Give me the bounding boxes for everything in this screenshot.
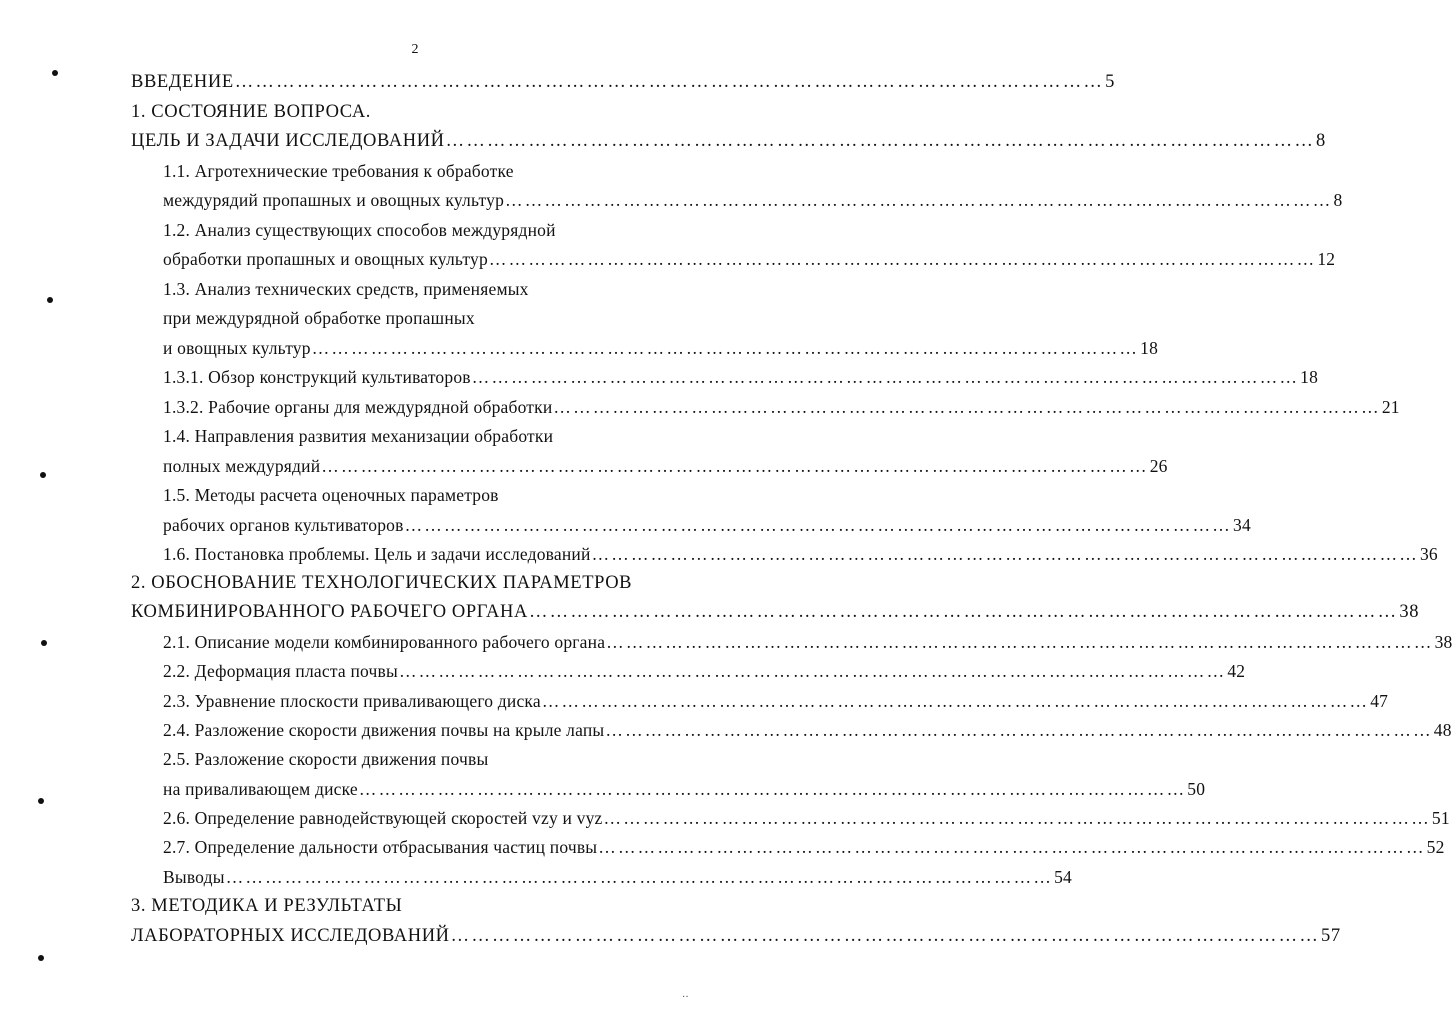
toc-chapter-heading: 2. ОБОСНОВАНИЕ ТЕХНОЛОГИЧЕСКИХ ПАРАМЕТРОВ <box>131 573 633 593</box>
toc-entry-page: 51 <box>1431 808 1450 828</box>
dot-leader: ……………………………………………………………………………………………………………… <box>450 926 1321 946</box>
toc-entry-page: 18 <box>1300 367 1319 387</box>
toc-entry-page: 48 <box>1433 720 1452 740</box>
toc-entry-page: 54 <box>1054 867 1072 887</box>
dot-leader: ……………………………………………………………………………………………………………… <box>606 632 1434 652</box>
toc-entry-title: 2.4. Разложение скорости движения почвы на крыле лапы <box>163 720 605 740</box>
dot-leader: ……………………………………………………………………………………………………………… <box>234 72 1105 92</box>
toc-entry-title: КОМБИНИРОВАННОГО РАБОЧЕГО ОРГАНА <box>131 602 528 622</box>
dot-leader: ……………………………………………………………………………………………………………… <box>471 367 1300 387</box>
toc-entry-1-2[interactable] <box>163 248 1336 270</box>
margin-dot <box>52 70 58 76</box>
dot-leader: ……………………………………………………………………………………………………………… <box>311 338 1140 358</box>
dot-leader: ……………………………………………………………………………………………………………… <box>505 190 1333 210</box>
toc-entry-chapter-2[interactable] <box>131 601 1420 623</box>
toc-entry-title: ЛАБОРАТОРНЫХ ИССЛЕДОВАНИЙ <box>131 926 450 946</box>
toc-entry-page: 42 <box>1227 661 1246 681</box>
toc-entry-2-6[interactable] <box>163 807 1450 829</box>
toc-entry-title: 1.3.1. Обзор конструкций культиваторов <box>163 367 471 387</box>
toc-entry-continuation: 2.5. Разложение скорости движения почвы <box>163 749 489 769</box>
toc-entry-title: 1.3.2. Рабочие органы для междурядной обработки <box>163 397 553 417</box>
toc-entry-1-3-1[interactable] <box>163 366 1319 388</box>
margin-dot <box>40 472 46 478</box>
toc-entry-title: междурядий пропашных и овощных культур <box>163 190 505 210</box>
toc-entry-continuation: 1.5. Методы расчета оценочных параметров <box>163 485 499 505</box>
toc-entry-page: 36 <box>1419 544 1438 564</box>
margin-dot <box>47 297 53 303</box>
margin-dot <box>38 798 44 804</box>
toc-entry-chapter-3[interactable] <box>131 925 1341 947</box>
toc-entry-2-3[interactable] <box>163 690 1389 712</box>
toc-entry-page: 57 <box>1321 926 1341 946</box>
toc-entry-intro[interactable] <box>131 71 1115 93</box>
toc-entry-title: ЦЕЛЬ И ЗАДАЧИ ИССЛЕДОВАНИЙ <box>131 131 445 151</box>
toc-entry-continuation: 1.4. Направления развития механизации обработки <box>163 426 554 446</box>
toc-entry-2-2[interactable] <box>163 660 1246 682</box>
toc-entry-page: 38 <box>1399 602 1420 622</box>
margin-dot <box>38 955 44 961</box>
dot-leader: ……………………………………………………………………………………………………………… <box>605 720 1433 740</box>
toc-entry-2-4[interactable] <box>163 719 1452 741</box>
margin-dot <box>41 640 47 646</box>
toc-entry-2-7[interactable] <box>163 836 1445 858</box>
dot-leader: ……………………………………………………………………………………………………………… <box>488 249 1317 269</box>
dot-leader: ……………………………………………………………………………………………………………… <box>398 661 1227 681</box>
toc-chapter-heading: 3. МЕТОДИКА И РЕЗУЛЬТАТЫ <box>131 896 403 916</box>
toc-entry-continuation: 1.2. Анализ существующих способов междурядной <box>163 220 556 240</box>
toc-entry-1-4[interactable] <box>163 455 1168 477</box>
toc-entry-title: и овощных культур <box>163 338 311 358</box>
page-number: 2 <box>411 42 419 57</box>
dot-leader: ……………………………………………………………………………………………………………… <box>404 515 1232 535</box>
toc-entry-page: 34 <box>1233 515 1251 535</box>
dot-leader: ……………………………………………………………………………………………………………… <box>225 867 1054 887</box>
toc-entry-1-3-2[interactable] <box>163 396 1400 418</box>
dot-leader: ……………………………………………………………………………………………………………… <box>358 779 1187 799</box>
toc-entry-conclusions[interactable] <box>163 866 1072 888</box>
toc-chapter-heading: 1. СОСТОЯНИЕ ВОПРОСА. <box>131 102 372 122</box>
toc-entry-page: 21 <box>1381 397 1400 417</box>
corner-mark: ·· <box>682 992 689 1003</box>
toc-entry-page: 8 <box>1333 190 1343 210</box>
dot-leader: ……………………………………………………………………………………………………………… <box>321 456 1149 476</box>
toc-entry-page: 52 <box>1426 837 1445 857</box>
toc-entry-page: 38 <box>1434 632 1452 652</box>
toc-entry-page: 8 <box>1316 131 1326 151</box>
toc-entry-1-3[interactable] <box>163 337 1159 359</box>
dot-leader: ……………………………………………………………………………………………………………… <box>445 131 1316 151</box>
toc-entry-chapter-1[interactable] <box>131 130 1326 152</box>
toc-entry-1-1[interactable] <box>163 189 1343 211</box>
toc-entry-page: 50 <box>1187 779 1206 799</box>
toc-entry-page: 12 <box>1317 249 1336 269</box>
toc-entry-title: 2.7. Определение дальности отбрасывания частиц почвы <box>163 837 598 857</box>
toc-entry-title: 2.6. Определение равнодействующей скоростей vzy и vyz <box>163 808 603 828</box>
dot-leader: ……………………………………………………………………………………………………………… <box>598 837 1426 857</box>
toc-entry-2-1[interactable] <box>163 631 1452 653</box>
toc-entry-page: 47 <box>1370 691 1389 711</box>
toc-entry-page: 26 <box>1149 456 1168 476</box>
toc-entry-1-6[interactable] <box>163 543 1438 565</box>
toc-entry-title: 2.3. Уравнение плоскости приваливающего диска <box>163 691 541 711</box>
toc-entry-title: на приваливающем диске <box>163 779 358 799</box>
toc-entry-title: рабочих органов культиваторов <box>163 515 404 535</box>
toc-entry-title: полных междурядий <box>163 456 321 476</box>
toc-entry-1-5[interactable] <box>163 514 1251 536</box>
toc-entry-title: ВВЕДЕНИЕ <box>131 72 234 92</box>
dot-leader: ……………………………………………………………………………………………………………… <box>553 397 1381 417</box>
dot-leader: ……………………………………………………………………………………………………………… <box>603 808 1431 828</box>
toc-entry-continuation: при междурядной обработке пропашных <box>163 308 475 328</box>
toc-entry-continuation: 1.3. Анализ технических средств, применяемых <box>163 279 529 299</box>
dot-leader: ……………………………………………………………………………………………………………… <box>528 602 1399 622</box>
toc-entry-title: Выводы <box>163 867 225 887</box>
toc-entry-title: 2.2. Деформация пласта почвы <box>163 661 398 681</box>
toc-entry-title: 1.6. Постановка проблемы. Цель и задачи исследований <box>163 544 591 564</box>
toc-entry-title: обработки пропашных и овощных культур <box>163 249 488 269</box>
toc-entry-page: 5 <box>1105 72 1115 92</box>
toc-entry-2-5[interactable] <box>163 778 1206 800</box>
dot-leader: ……………………………………………………………………………………………………………… <box>591 544 1419 564</box>
dot-leader: ……………………………………………………………………………………………………………… <box>541 691 1370 711</box>
toc-entry-continuation: 1.1. Агротехнические требования к обработке <box>163 161 514 181</box>
toc-entry-page: 18 <box>1140 338 1159 358</box>
toc-entry-title: 2.1. Описание модели комбинированного рабочего органа <box>163 632 606 652</box>
